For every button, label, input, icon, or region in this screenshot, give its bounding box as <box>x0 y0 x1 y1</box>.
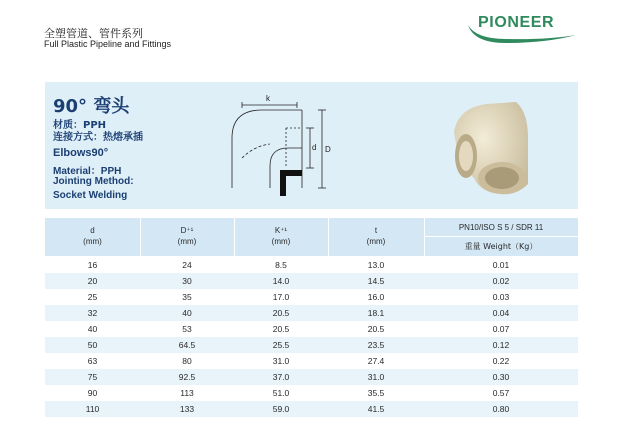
product-title-cn: 90° 弯头 <box>53 96 130 117</box>
cell-weight: 0.03 <box>492 292 510 302</box>
cell-t: 23.5 <box>367 340 385 350</box>
elbow-technical-drawing <box>222 88 342 200</box>
joint-method-value: Socket Welding <box>53 190 128 201</box>
cell-weight: 0.12 <box>492 340 510 350</box>
table-row <box>45 369 578 385</box>
col-header-K <box>234 225 328 247</box>
cell-t: 14.5 <box>367 276 385 286</box>
cell-d: 75 <box>87 372 98 382</box>
cell-D: 92.5 <box>178 372 196 382</box>
col-header-d-unit: (mm) <box>83 237 102 246</box>
col-header-D <box>140 225 234 247</box>
header-divider <box>424 236 578 237</box>
cell-t: 16.0 <box>367 292 385 302</box>
dim-d-label: d <box>312 143 317 152</box>
cell-t: 13.0 <box>367 260 385 270</box>
col-header-t <box>328 225 424 247</box>
cell-d: 110 <box>85 404 100 414</box>
cell-weight: 0.07 <box>492 324 510 334</box>
joint-method-label: Jointing Method: <box>53 176 134 187</box>
col-header-K-name: K⁺¹ <box>274 226 288 235</box>
cell-weight: 0.04 <box>492 308 510 318</box>
col-header-d-name: d <box>90 226 95 235</box>
cell-K: 8.5 <box>275 260 287 270</box>
material-en: Material：PPH <box>53 166 122 177</box>
dim-k-label: k <box>266 94 270 103</box>
elbow-product-photo <box>450 98 530 200</box>
cell-d: 32 <box>87 308 98 318</box>
cell-D: 53 <box>182 324 192 334</box>
col-header-D-name: D⁺¹ <box>180 226 194 235</box>
table-row <box>45 257 578 273</box>
cell-K: 37.0 <box>272 372 290 382</box>
cell-d: 40 <box>87 324 98 334</box>
cell-D: 80 <box>182 356 192 366</box>
cell-D: 133 <box>179 404 195 414</box>
col-header-weight: 重量 Weight（Kg） <box>464 242 538 251</box>
table-row <box>45 321 578 337</box>
cell-t: 20.5 <box>367 324 385 334</box>
cell-K: 14.0 <box>272 276 290 286</box>
table-row <box>45 401 578 417</box>
cell-t: 35.5 <box>367 388 385 398</box>
col-header-t-unit: (mm) <box>366 237 386 246</box>
cell-weight: 0.02 <box>492 276 510 286</box>
cell-K: 31.0 <box>272 356 290 366</box>
table-row <box>45 273 578 289</box>
cell-D: 113 <box>180 388 194 398</box>
cell-K: 59.0 <box>272 404 290 414</box>
table-row <box>45 385 578 401</box>
cell-K: 25.5 <box>272 340 290 350</box>
cell-d: 63 <box>87 356 98 366</box>
connection-cn: 连接方式：热熔承插 <box>53 132 143 143</box>
cell-D: 30 <box>182 276 192 286</box>
cell-t: 27.4 <box>367 356 385 366</box>
table-row <box>45 353 578 369</box>
cell-d: 25 <box>87 292 98 302</box>
cell-t: 41.5 <box>367 404 385 414</box>
cell-K: 20.5 <box>272 308 290 318</box>
cell-d: 16 <box>87 260 98 270</box>
table-row <box>45 289 578 305</box>
cell-d: 90 <box>87 388 98 398</box>
cell-weight: 0.01 <box>492 260 510 270</box>
table-row <box>45 337 578 353</box>
cell-weight: 0.80 <box>492 404 510 414</box>
cell-K: 20.5 <box>272 324 290 334</box>
product-title-en: Elbows90° <box>53 147 109 159</box>
series-title-en: Full Plastic Pipeline and Fittings <box>44 39 172 49</box>
cell-t: 18.1 <box>367 308 385 318</box>
col-header-K-unit: (mm) <box>271 237 291 246</box>
series-title-cn: 全塑管道、管件系列 <box>44 27 143 40</box>
cell-d: 50 <box>87 340 98 350</box>
col-header-spec: PN10/ISO S 5 / SDR 11 <box>458 223 544 232</box>
cell-weight: 0.22 <box>492 356 510 366</box>
cell-d: 20 <box>87 276 98 286</box>
cell-D: 35 <box>182 292 192 302</box>
table-row <box>45 305 578 321</box>
logo-text: PIONEER <box>478 14 555 31</box>
material-cn: 材质：PPH <box>53 120 107 131</box>
col-header-t-name: t <box>374 226 378 235</box>
col-header-D-unit: (mm) <box>177 237 197 246</box>
cell-weight: 0.30 <box>492 372 510 382</box>
cell-D: 64.5 <box>178 340 196 350</box>
cell-weight: 0.57 <box>492 388 510 398</box>
cell-K: 17.0 <box>272 292 290 302</box>
cell-D: 24 <box>182 260 192 270</box>
cell-t: 31.0 <box>367 372 385 382</box>
col-header-d <box>45 225 140 247</box>
cell-K: 51.0 <box>272 388 290 398</box>
cell-D: 40 <box>182 308 192 318</box>
dim-D-label: D <box>325 145 331 154</box>
